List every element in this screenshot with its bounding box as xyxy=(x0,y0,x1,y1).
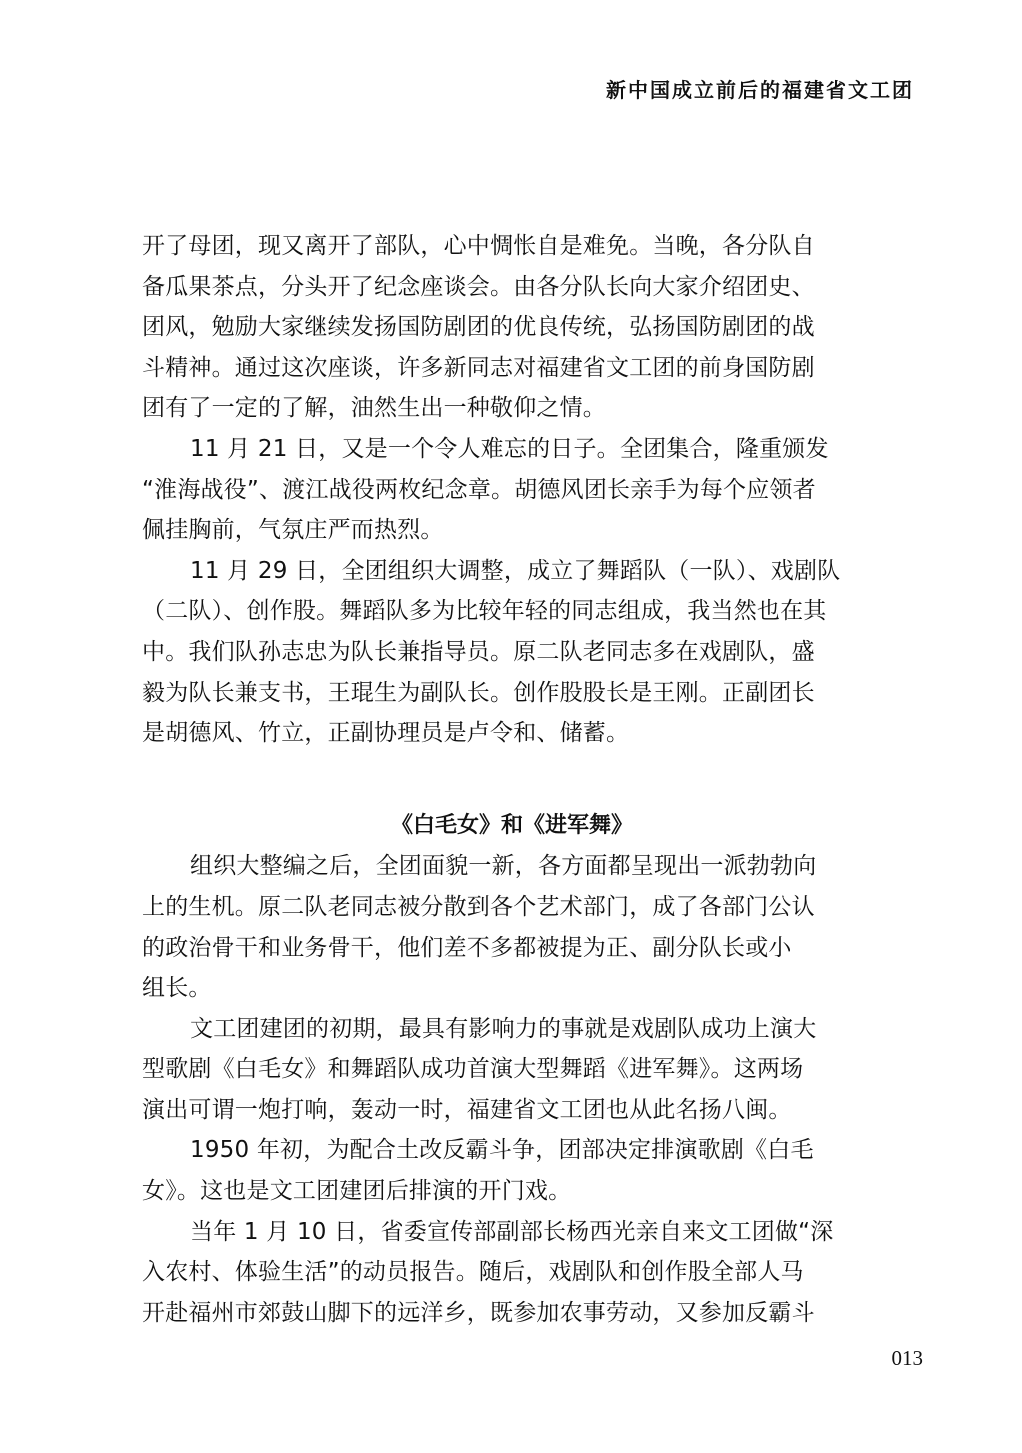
body-text xyxy=(142,226,882,1333)
paragraph xyxy=(142,1009,882,1131)
text-line: 女》。这也是文工团建团后排演的开门戏。 xyxy=(142,1178,572,1205)
paragraph xyxy=(142,1130,882,1211)
paragraph xyxy=(142,846,882,1008)
text-line: 型歌剧《白毛女》和舞蹈队成功首演大型舞蹈《进军舞》。这两场 xyxy=(142,1056,804,1083)
paragraph xyxy=(142,551,882,754)
running-header: 新中国成立前后的福建省文工团 xyxy=(606,78,914,102)
section-heading: 《白毛女》和《进军舞》 xyxy=(390,812,633,838)
text-line: 备瓜果茶点，分头开了纪念座谈会。由各分队长向大家介绍团史、 xyxy=(142,273,815,300)
paragraphs-before-section xyxy=(142,226,882,754)
text-line: 团风，勉励大家继续发扬国防剧团的优良传统，弘扬国防剧团的战 xyxy=(142,314,815,341)
text-line: 11 月 21 日，又是一个令人难忘的日子。全团集合，隆重颁发 xyxy=(190,435,829,462)
text-line: 是胡德风、竹立，正副协理员是卢令和、储蓄。 xyxy=(142,720,630,747)
text-line: 1950 年初，为配合土改反霸斗争，团部决定排演歌剧《白毛 xyxy=(190,1137,814,1164)
text-line: 毅为队长兼支书，王琨生为副队长。创作股股长是王刚。正副团长 xyxy=(142,679,815,706)
section-paragraphs xyxy=(142,846,882,1333)
text-line: 上的生机。原二队老同志被分散到各个艺术部门，成了各部门公认 xyxy=(142,893,815,920)
paragraph xyxy=(142,429,882,551)
paragraph xyxy=(142,226,882,429)
paragraph xyxy=(142,1212,882,1334)
text-line: 当年 1 月 10 日，省委宣传部副部长杨西光亲自来文工团做“深 xyxy=(190,1218,834,1245)
text-line: 文工团建团的初期，最具有影响力的事就是戏剧队成功上演大 xyxy=(190,1015,817,1042)
text-line: “淮海战役”、渡江战役两枚纪念章。胡德风团长亲手为每个应领者 xyxy=(142,476,816,503)
text-line: 入农村、体验生活”的动员报告。随后，戏剧队和创作股全部人马 xyxy=(142,1259,804,1286)
text-line: 11 月 29 日，全团组织大调整，成立了舞蹈队（一队）、戏剧队 xyxy=(190,557,841,584)
text-line: 佩挂胸前，气氛庄严而热烈。 xyxy=(142,517,444,544)
text-line: 斗精神。通过这次座谈，许多新同志对福建省文工团的前身国防剧 xyxy=(142,354,815,381)
text-line: 开了母团，现又离开了部队，心中惆怅自是难免。当晚，各分队自 xyxy=(142,233,815,259)
text-line: 组织大整编之后，全团面貌一新，各方面都呈现出一派勃勃向 xyxy=(190,853,817,880)
text-line: 的政治骨干和业务骨干，他们差不多都被提为正、副分队长或小 xyxy=(142,934,792,961)
text-line: 中。我们队孙志忠为队长兼指导员。原二队老同志多在戏剧队，盛 xyxy=(142,638,815,665)
section-gap xyxy=(142,754,882,806)
text-line: 演出可谓一炮打响，轰动一时，福建省文工团也从此名扬八闽。 xyxy=(142,1096,792,1123)
text-line: 开赴福州市郊鼓山脚下的远洋乡，既参加农事劳动，又参加反霸斗 xyxy=(142,1299,815,1326)
text-line: 组长。 xyxy=(142,975,212,1002)
page-number: 013 xyxy=(891,1346,923,1370)
text-line: （二队）、创作股。舞蹈队多为比较年轻的同志组成，我当然也在其 xyxy=(142,598,827,625)
text-line: 团有了一定的了解，油然生出一种敬仰之情。 xyxy=(142,395,606,422)
